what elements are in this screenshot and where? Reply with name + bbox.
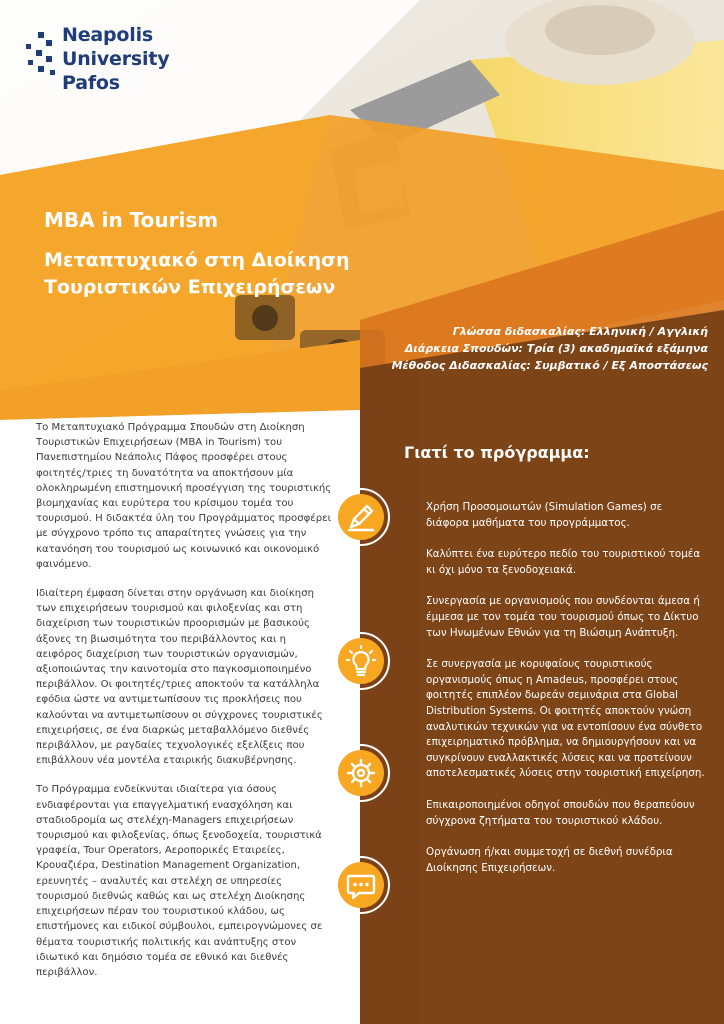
why-list-item: Σε συνεργασία με κορυφαίους τουριστικούς οργανισμούς όπως η Amadeus, προσφέρει στους φοιτητές επιπλέον δωρεάν σεμινάρια στα Global Distribution Systems. Οι φοιτητές αποκτούν γνώση αναλυτικών τεχνικών για να εντοπίσουν ένα σύνθετο επιχειρηματικό πρόβλημα, να δημιουργήσουν και να συγκρίνουν εναλλακτικές λύσεις και να προτείνουν αποτελεσματικές λύσεις στην τουριστική επιχείρηση. [426, 658, 705, 780]
lightbulb-icon [338, 638, 384, 684]
title-greek: Μεταπτυχιακό στη Διοίκηση Τουριστικών Επιχειρήσεων [44, 249, 350, 298]
meta-language: Γλώσσα διδασκαλίας: Ελληνική / Αγγλική [452, 325, 708, 338]
intro-paragraph: Το Πρόγραμμα ενδείκνυται ιδιαίτερα για όσους ενδιαφέρονται για επαγγελματική ενασχόληση και σταδιοδρομία ως στελέχη-Managers επιχειρήσεων τουρισμού και φιλοξενίας, όπως ξενοδοχεία, τουριστικά γραφεία, Tour Operators, Αεροπορικές Εταιρείες, Κρουαζιέρα, Destination Management Organization, ερευνητές – αναλυτές και στελέχη σε υπηρεσίες τουρισμού διεθνώς καθώς και ως στελέχη Διοίκησης επιχειρήσεων πέραν του τουριστικού κλάδου, ως επιστήμονες και ειδικοί σύμβουλοι, εμπειρογνώμονες σε θέματα τουριστικής πολιτικής και ανάπτυξης στον ιδιωτικό και δημόσιο τομέα σε εθνικό και διεθνές περιβάλλον. [36, 784, 323, 978]
logo-line-neapolis: Neapolis [62, 24, 153, 46]
why-program-heading: Γιατί το πρόγραμμα: [404, 443, 590, 462]
why-list-item: Συνεργασία με οργανισμούς που συνδέονται άμεσα ή έμμεσα με τον τομέα του τουρισμού όπως το Δίκτυο των Ηνωμένων Εθνών για τη Βιώσιμη Ανάπτυξη. [426, 595, 700, 639]
university-logo-mark [24, 30, 60, 80]
chat-bubble-icon [338, 862, 384, 908]
intro-paragraph: Ιδιαίτερη έμφαση δίνεται στην οργάνωση και διοίκηση των επιχειρήσεων τουρισμού και φιλοξενίας και στη διαχείριση των τουριστικών προορισμών με βασικούς άξονες τη βιωσιμότητα του περιβάλλοντος και η αειφόρος διαχείριση των τουριστικών οργανισμών, αξιοποιώντας την καινοτομία στο παγκοσμιοποιημένο περιβάλλον. Οι φοιτητές/τριες αποκτούν τα κατάλληλα εφόδια ώστε να αντιμετωπίσουν τις προκλήσεις που καλούνται να αντιμετωπίσουν οι σύγχρονες τουριστικές επιχειρήσεις, σε ένα διαρκώς μεταβαλλόμενο διεθνές περιβάλλον, με ραγδαίες τεχνολογικές εξελίξεις που επιβάλλουν νέα μοντέλα εταιρικής διακυβέρνησης. [36, 588, 323, 767]
lightbulb-icon-badge [332, 632, 390, 690]
intro-paragraph: Το Μεταπτυχιακό Πρόγραμμα Σπουδών στη Διοίκηση Τουριστικών Επιχειρήσεων (MBA in Tourism) του Πανεπιστημίου Νεάπολις Πάφος προσφέρει στους φοιτητές/τριες τη δυνατότητα να αποκτήσουν μία ολοκληρωμένη επιστημονική προσέγγιση της τουριστικής βιομηχανίας και ευρύτερα του κρίσιμου τομέα του τουρισμού. Η διδακτέα ύλη του Προγράμματος προσφέρει με σύγχρονο τρόπο τις απαραίτητες γνώσεις για την κατανόηση του τουρισμού ως κοινωνικό και οικονομικό φαινόμενο. [36, 422, 332, 570]
logo-line-university: University [62, 48, 170, 70]
gear-icon-badge [332, 744, 390, 802]
why-list-item: Οργάνωση ή/και συμμετοχή σε διεθνή συνέδρια Διοίκησης Επιχειρήσεων. [426, 846, 673, 874]
logo-line-pafos: Pafos [62, 72, 120, 94]
meta-method: Μέθοδος Διδασκαλίας: Συμβατικό / Εξ Αποστάσεως [391, 359, 708, 372]
pencil-icon [338, 494, 384, 540]
why-program-list [426, 500, 708, 892]
why-list-item: Χρήση Προσομοιωτών (Simulation Games) σε διάφορα μαθήματα του προγράμματος. [426, 501, 663, 529]
why-list-item: Επικαιροποιημένοι οδηγοί σπουδών που θεραπεύουν σύγχρονα ζητήματα του τουριστικού κλάδου. [426, 798, 695, 827]
pencil-icon-badge [332, 488, 390, 546]
intro-text-column [36, 420, 332, 994]
why-list-item: Καλύπτει ένα ευρύτερο πεδίο του τουριστικού τομέα κι όχι μόνο τα ξενοδοχειακά. [426, 548, 701, 576]
title-english: MBA in Tourism [44, 208, 219, 232]
chat-bubble-icon-badge [332, 856, 390, 914]
meta-duration: Διάρκεια Σπουδών: Τρία (3) ακαδημαϊκά εξάμηνα [404, 342, 708, 355]
gear-icon [338, 750, 384, 796]
